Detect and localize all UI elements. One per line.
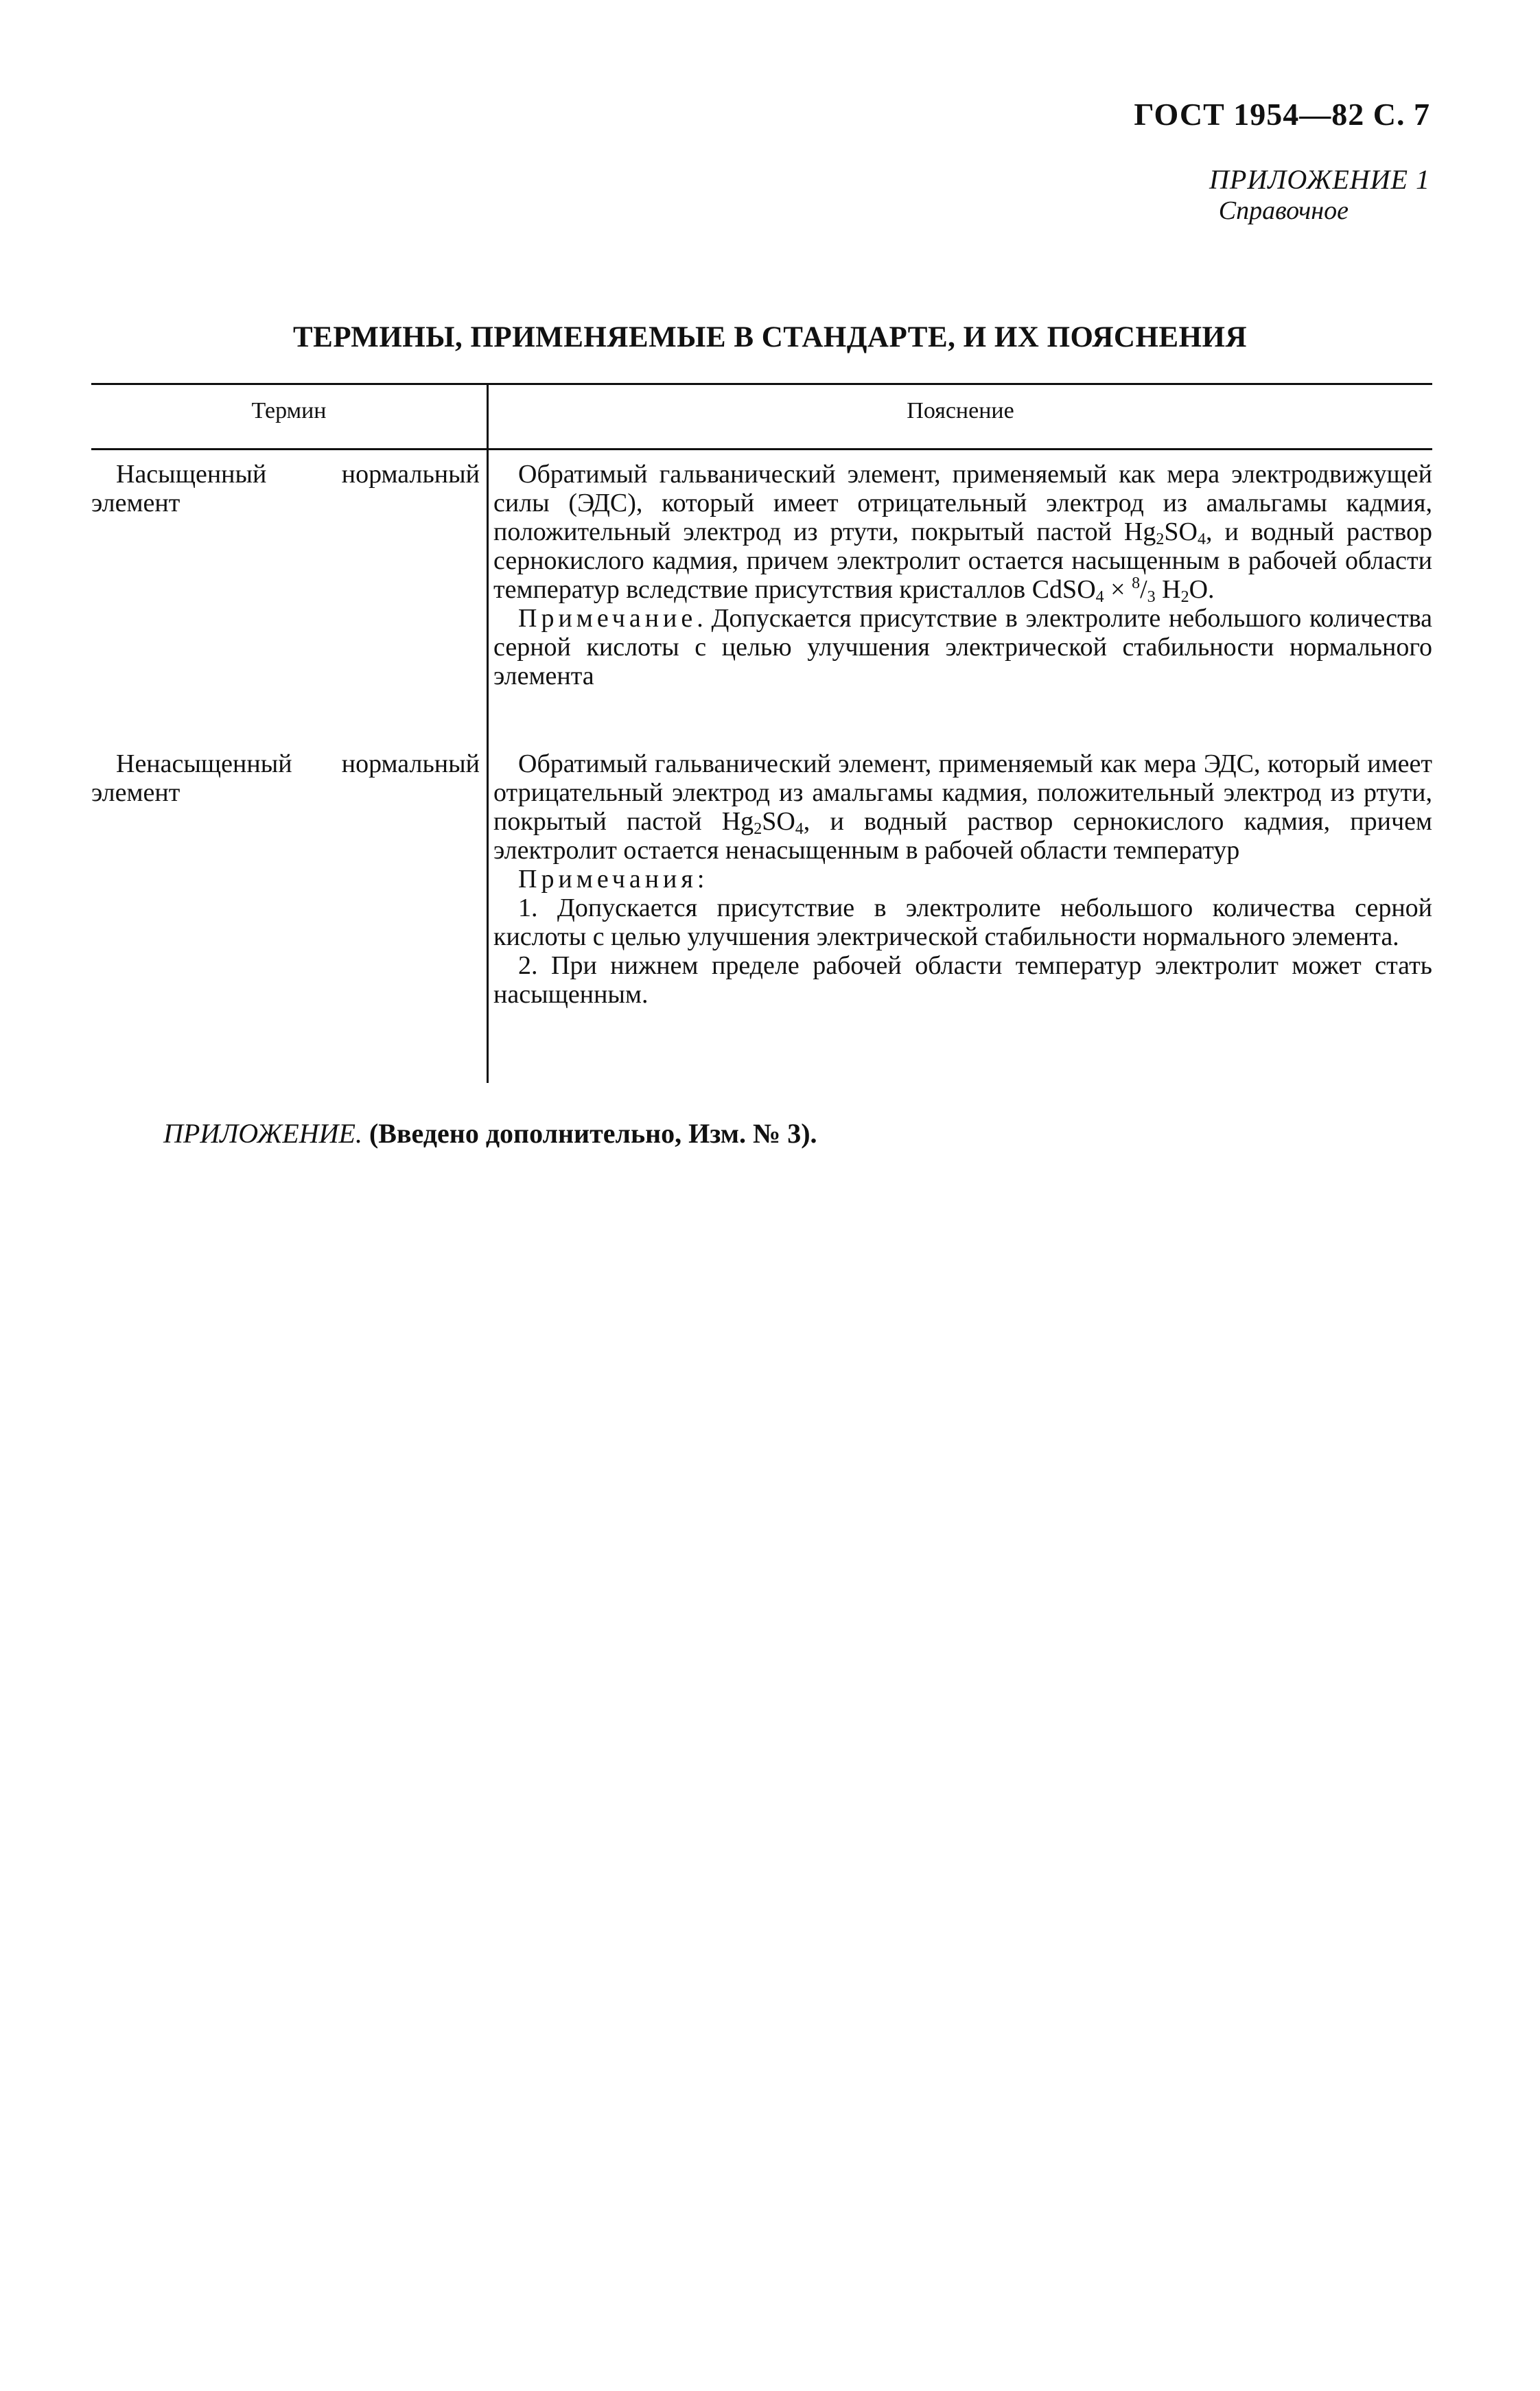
amendment-note bbox=[163, 1117, 817, 1150]
term-line: элемент bbox=[91, 778, 180, 807]
note-item-1: 1. Допускается присутствие в электролите небольшого количества серной кислоты с целью улучшения электрической стабильности нормального элемента. bbox=[493, 894, 1432, 951]
table-row-explanation-2 bbox=[493, 749, 1432, 1009]
column-header-term: Термин bbox=[251, 398, 327, 423]
notes-heading: Примечания: bbox=[518, 865, 705, 894]
page-number: ГОСТ 1954—82 С. 7 bbox=[1134, 97, 1430, 132]
term-line: элемент bbox=[91, 489, 180, 517]
note-label: Примечание bbox=[518, 604, 697, 633]
column-header-explanation: Пояснение bbox=[907, 398, 1014, 423]
appendix-label: ПРИЛОЖЕНИЕ 1 bbox=[1209, 164, 1430, 195]
amendment-text: (Введено дополнительно, Изм. № 3). bbox=[369, 1118, 817, 1149]
term-line: Ненасыщенный нормальный bbox=[116, 749, 480, 778]
note-item-2: 2. При нижнем пределе рабочей области температур электролит может стать насыщенным. bbox=[493, 951, 1432, 1009]
table-row-term-2 bbox=[91, 749, 480, 807]
table-column-divider bbox=[487, 383, 489, 1083]
document-title: ТЕРМИНЫ, ПРИМЕНЯЕМЫЕ В СТАНДАРТЕ, И ИХ ПОЯСНЕНИЯ bbox=[292, 321, 1248, 353]
amendment-label: ПРИЛОЖЕНИЕ. bbox=[163, 1118, 362, 1149]
terms-table bbox=[91, 383, 1432, 1083]
table-top-rule bbox=[91, 383, 1432, 385]
table-row-explanation-1 bbox=[493, 460, 1432, 690]
table-header-rule bbox=[91, 448, 1432, 450]
term-line: Насыщенный нормальный bbox=[116, 460, 480, 489]
note-text: Примечание. Допускается присутствие в электролите небольшого количества серной кислоты с целью улучшения электрической стабильности нормального элемента bbox=[493, 604, 1432, 690]
notes-label: Примечания bbox=[518, 865, 697, 894]
definition-text: Обратимый гальванический элемент, применяемый как мера ЭДС, который имеет отрицательный электрод из амальгамы кадмия, положительный электрод из ртути, покрытый пастой $Hg_2SO_4$, и водный раствор сернокислого кадмия, причем электролит остается ненасыщенным в рабочей области температур bbox=[493, 749, 1432, 865]
definition-text: Обратимый гальванический элемент, применяемый как мера электродвижущей силы (ЭДС), который имеет отрицательный электрод из амальгамы кадмия, положительный электрод из ртути, покрытый пастой $Hg_2SO_4$, и водный раствор сернокислого кадмия, причем электролит остается насыщенным в рабочей области температур вследствие присутствия кристаллов CdSO$_4$ × $^8/_3$ $H_2O$. bbox=[493, 460, 1432, 606]
appendix-type: Справочное bbox=[1218, 196, 1349, 225]
table-row-term-1 bbox=[91, 460, 480, 517]
